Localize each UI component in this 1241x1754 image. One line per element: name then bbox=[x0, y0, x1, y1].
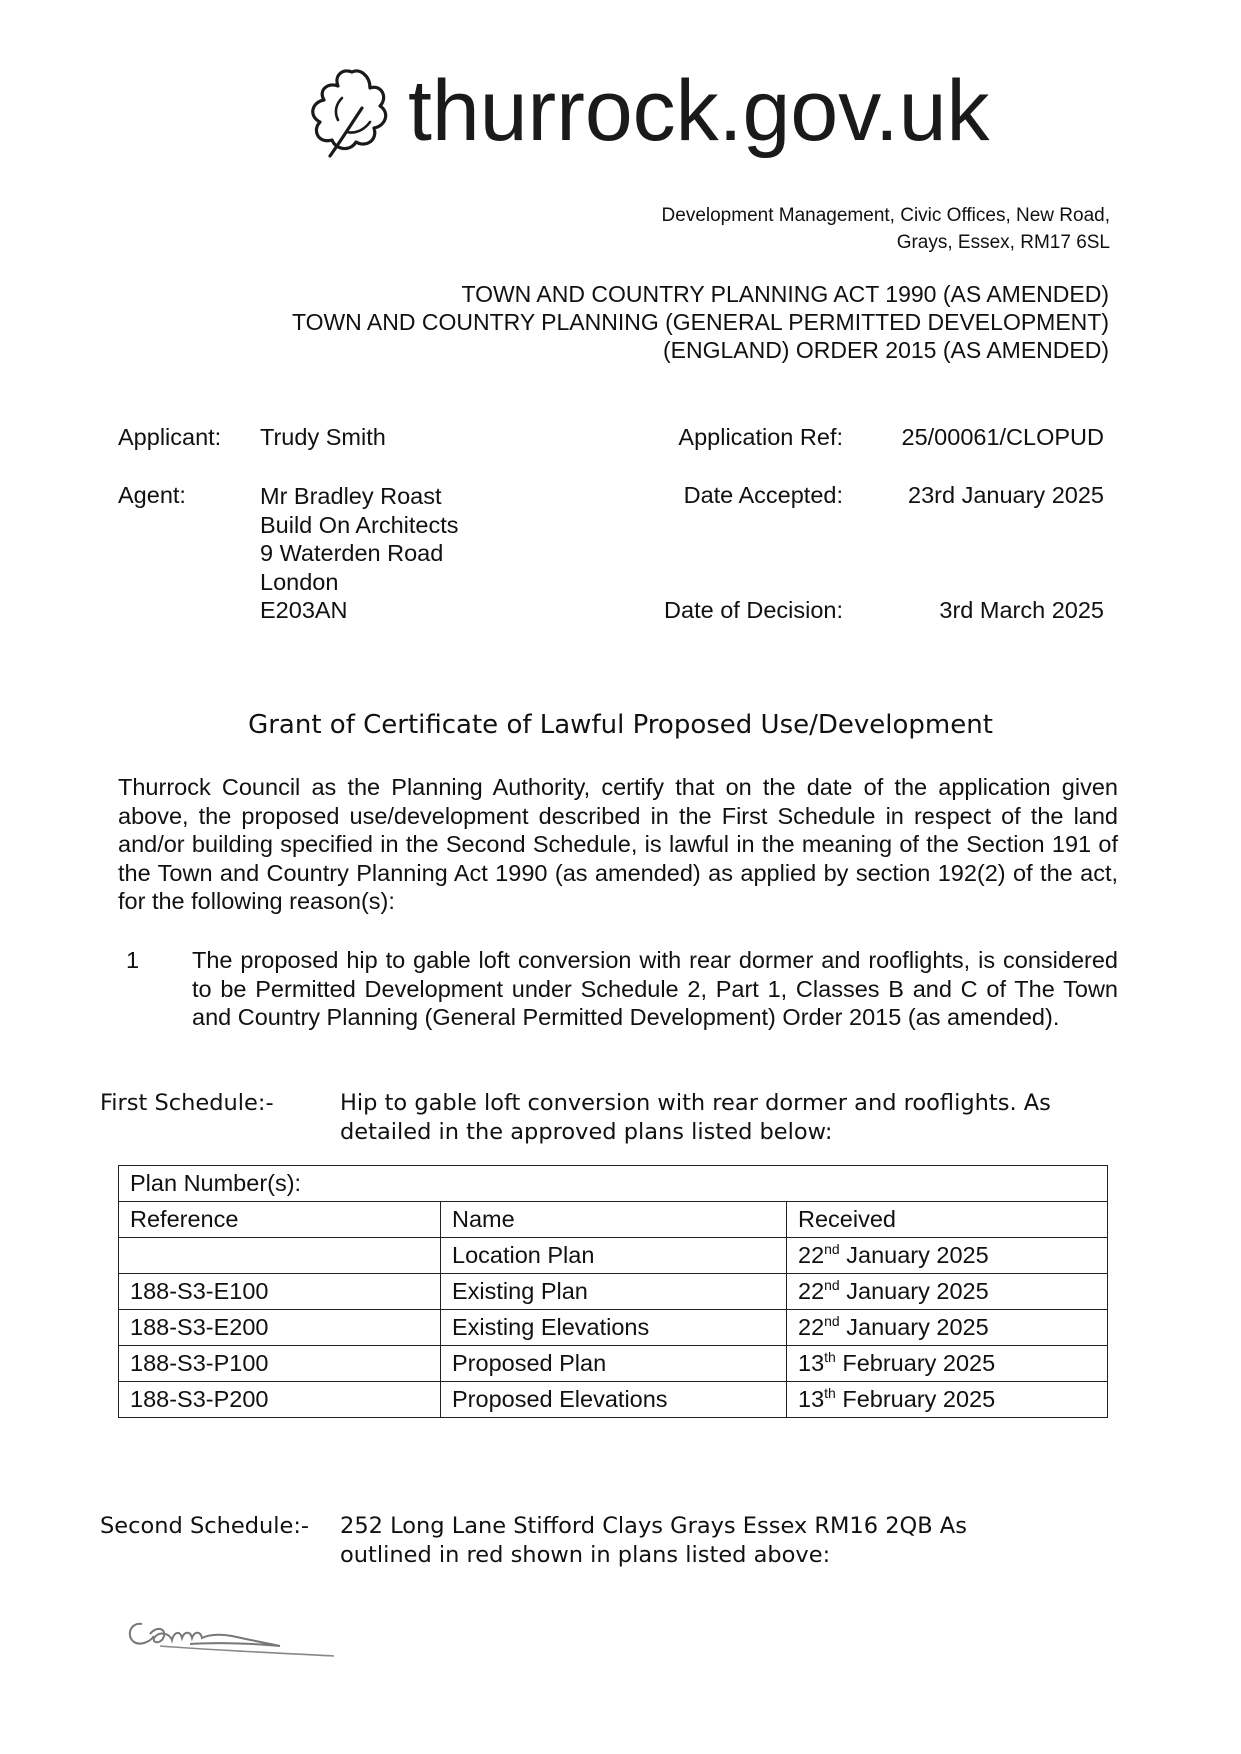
certify-paragraph: Thurrock Council as the Planning Authority, certify that on the date of the application given above, the proposed use/development described in the First Schedule in respect of the land and/or building specified in the Second Schedule, is lawful in the meaning of the Section 191 of the Town and Country Planning Act 1990 (as amended) as applied by section 192(2) of the act, for the following reason(s): bbox=[118, 774, 1118, 915]
received-day: 13 bbox=[798, 1350, 825, 1376]
application-ref-value: 25/00061/CLOPUD bbox=[901, 424, 1104, 450]
act-line: TOWN AND COUNTRY PLANNING (GENERAL PERMITTED DEVELOPMENT) bbox=[291, 309, 1109, 335]
date-decision-value: 3rd March 2025 bbox=[939, 597, 1104, 623]
name-cell: Location Plan bbox=[441, 1238, 787, 1274]
table-row bbox=[119, 1382, 1108, 1418]
reference-cell: 188-S3-E100 bbox=[119, 1274, 441, 1310]
received-cell bbox=[787, 1382, 1108, 1418]
second-schedule-line: 252 Long Lane Stifford Clays Grays Essex RM16 2QB As bbox=[340, 1513, 967, 1539]
received-month-year: February 2025 bbox=[835, 1386, 996, 1412]
date-accepted-label: Date Accepted: bbox=[683, 482, 843, 508]
column-header: Received bbox=[787, 1202, 1108, 1238]
received-cell bbox=[787, 1310, 1108, 1346]
received-cell bbox=[787, 1274, 1108, 1310]
plans-table bbox=[118, 1165, 1108, 1418]
agent-line: Mr Bradley Roast bbox=[260, 483, 442, 509]
office-address bbox=[510, 202, 1110, 256]
table-caption-row bbox=[119, 1166, 1108, 1202]
received-day-suffix: nd bbox=[824, 1277, 840, 1294]
received-day-suffix: nd bbox=[824, 1241, 840, 1258]
certificate-title: Grant of Certificate of Lawful Proposed Use/Development bbox=[248, 710, 993, 740]
received-day-suffix: th bbox=[824, 1385, 836, 1402]
received-month-year: January 2025 bbox=[839, 1278, 989, 1304]
table-header-row bbox=[119, 1202, 1108, 1238]
table-row bbox=[119, 1346, 1108, 1382]
received-month-year: January 2025 bbox=[839, 1242, 989, 1268]
act-line: (ENGLAND) ORDER 2015 (AS AMENDED) bbox=[662, 337, 1109, 363]
oak-leaf-icon bbox=[300, 64, 400, 164]
reference-cell: 188-S3-E200 bbox=[119, 1310, 441, 1346]
received-day-suffix: nd bbox=[824, 1313, 840, 1330]
received-day-suffix: th bbox=[824, 1349, 836, 1366]
date-accepted-value: 23rd January 2025 bbox=[908, 482, 1104, 508]
first-schedule-line: detailed in the approved plans listed below: bbox=[340, 1119, 833, 1145]
column-header: Reference bbox=[119, 1202, 441, 1238]
act-line: TOWN AND COUNTRY PLANNING ACT 1990 (AS AMENDED) bbox=[461, 281, 1109, 307]
application-ref-label: Application Ref: bbox=[678, 424, 843, 450]
address-line: Development Management, Civic Offices, New Road, bbox=[661, 205, 1110, 226]
reference-cell: 188-S3-P100 bbox=[119, 1346, 441, 1382]
second-schedule-text bbox=[340, 1512, 967, 1570]
applicant-label: Applicant: bbox=[118, 424, 222, 450]
agent-line: London bbox=[260, 568, 339, 595]
signature-icon bbox=[120, 1600, 350, 1670]
table-caption: Plan Number(s): bbox=[119, 1166, 1108, 1202]
name-cell: Existing Plan bbox=[441, 1274, 787, 1310]
name-cell: Proposed Elevations bbox=[441, 1382, 787, 1418]
agent-line: Build On Architects bbox=[260, 511, 459, 538]
table-row bbox=[119, 1274, 1108, 1310]
legislation-heading bbox=[109, 280, 1109, 364]
logo bbox=[300, 62, 1010, 172]
second-schedule-line: outlined in red shown in plans listed above: bbox=[340, 1542, 831, 1568]
table-row bbox=[119, 1238, 1108, 1274]
address-line: Grays, Essex, RM17 6SL bbox=[896, 232, 1110, 253]
agent-address bbox=[260, 482, 459, 625]
name-cell: Existing Elevations bbox=[441, 1310, 787, 1346]
reference-cell: 188-S3-P200 bbox=[119, 1382, 441, 1418]
reason-number: 1 bbox=[126, 947, 140, 973]
agent-label: Agent: bbox=[118, 482, 186, 508]
applicant-value: Trudy Smith bbox=[260, 424, 386, 450]
received-month-year: January 2025 bbox=[839, 1314, 989, 1340]
agent-line: E203AN bbox=[260, 597, 348, 624]
date-decision-label: Date of Decision: bbox=[664, 597, 843, 623]
first-schedule-line: Hip to gable loft conversion with rear dormer and rooflights. As bbox=[340, 1090, 1051, 1116]
received-day: 22 bbox=[798, 1314, 825, 1340]
received-day: 13 bbox=[798, 1386, 825, 1412]
received-day: 22 bbox=[798, 1242, 825, 1268]
first-schedule-text bbox=[340, 1089, 1051, 1147]
table-row bbox=[119, 1310, 1108, 1346]
first-schedule-label: First Schedule:- bbox=[100, 1090, 274, 1116]
received-month-year: February 2025 bbox=[835, 1350, 996, 1376]
received-day: 22 bbox=[798, 1278, 825, 1304]
column-header: Name bbox=[441, 1202, 787, 1238]
logo-wordmark: thurrock.gov.uk bbox=[408, 63, 990, 159]
agent-line: 9 Waterden Road bbox=[260, 540, 444, 567]
second-schedule-label: Second Schedule:- bbox=[100, 1513, 310, 1539]
name-cell: Proposed Plan bbox=[441, 1346, 787, 1382]
received-cell bbox=[787, 1346, 1108, 1382]
received-cell bbox=[787, 1238, 1108, 1274]
reason-text: The proposed hip to gable loft conversion with rear dormer and rooflights, is considered to be Permitted Development under Schedule 2, Part 1, Classes B and C of The Town and Country Planning (General Permitted Development) Order 2015 (as amended). bbox=[192, 947, 1118, 1031]
reference-cell bbox=[119, 1238, 441, 1274]
